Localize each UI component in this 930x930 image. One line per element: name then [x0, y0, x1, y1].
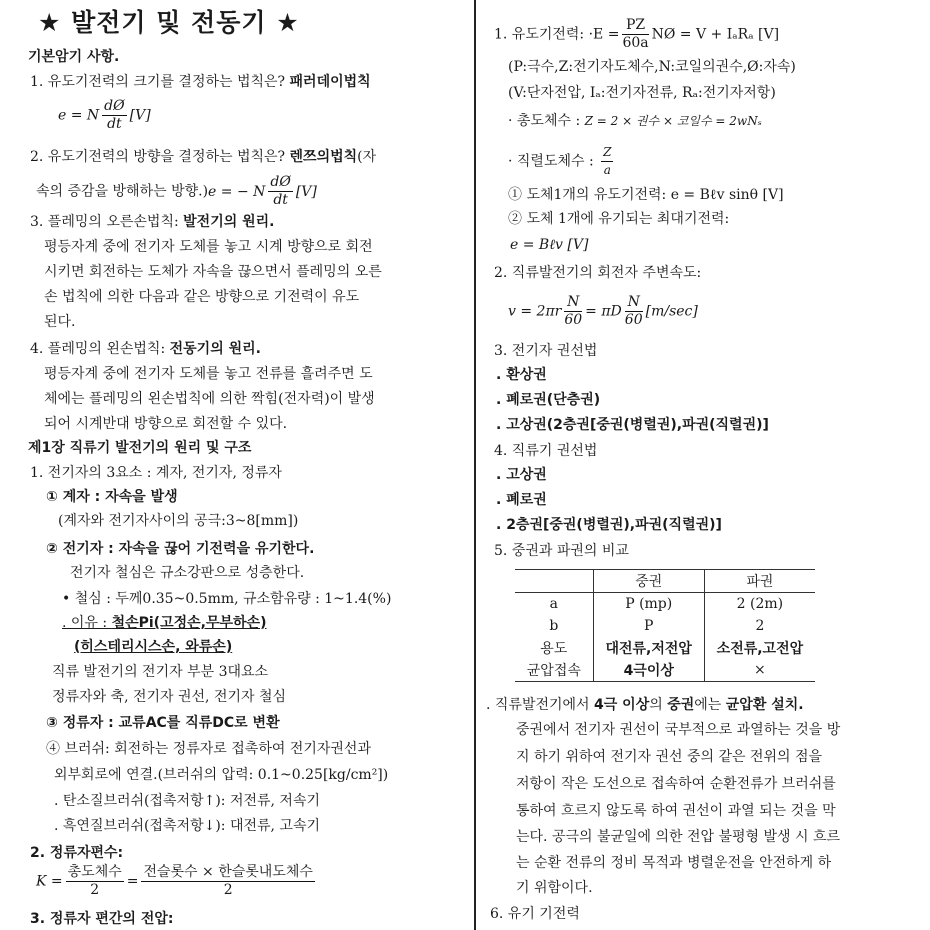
- equalizer-para-3: 저항이 작은 도선으로 접속하여 순환전류가 브러쉬를: [516, 776, 836, 792]
- emf-formula: 1. 유도기전력: ·E = $\frac{PZ}{60a}$ NØ = V + IₐRₐ [V]: [494, 17, 780, 51]
- item-1-4: ④ 브러쉬: 회전하는 정류자로 접촉하여 전기자권선과: [46, 741, 371, 757]
- item-1: 1. 전기자의 3요소 : 계자, 전기자, 정류자: [30, 465, 282, 481]
- question-2: 2. 유도기전력의 방향을 결정하는 법칙은? 렌쯔의법칙(자: [30, 149, 377, 165]
- item-1-2f: 직류 발전기의 전기자 부분 3대요소: [52, 664, 269, 680]
- column-divider: [474, 0, 476, 930]
- question-1: 1. 유도기전력의 크기를 결정하는 법칙은? 패러데이법칙: [30, 74, 371, 90]
- equalizer-para-5: 는다. 공극의 불균일에 의한 전압 불평형 발생 시 흐르: [516, 829, 841, 845]
- series-conductors: · 직렬도체수 : $\frac{Z}{a}$: [508, 145, 612, 177]
- emf-legend-1: (P:극수,Z:전기자도체수,N:코일의권수,Ø:자속): [508, 59, 796, 75]
- comparison-heading: 5. 중권과 파권의 비교: [494, 543, 629, 559]
- table-row: b P 2: [515, 615, 815, 637]
- item-1-4b: 외부회로에 연결.(브러쉬의 압력: 0.1~0.25[kg/cm²]): [54, 767, 389, 783]
- winding-drum: . 고상권(2층권[중권(병렬권),파권(직렬권)]: [496, 417, 769, 433]
- dc-winding-closed: . 폐로권: [496, 492, 547, 508]
- item-1-2b: 전기자 철심은 규소강판으로 성층한다.: [70, 565, 305, 581]
- question-4: 4. 플레밍의 왼손법칙: 전동기의 원리.: [30, 341, 261, 357]
- chapter-1-heading: 제1장 직류기 발전기의 원리 및 구조: [28, 440, 252, 456]
- item-1-1b: (계자와 전기자사이의 공극:3~8[mm]): [58, 513, 299, 529]
- item-2: 2. 정류자편수:: [30, 845, 124, 861]
- item-1-3: ③ 정류자 : 교류AC를 직류DC로 변환: [46, 715, 280, 731]
- page-title: ★ 발전기 및 전동기 ★: [38, 8, 300, 37]
- q3-line-1: 평등자계 중에 전기자 도체를 놓고 시계 방향으로 회전: [44, 239, 373, 255]
- equalizer-para-2: 지 하기 위하여 전기자 권선 중의 같은 전위의 점을: [516, 749, 823, 765]
- max-emf-formula: e = Bℓv [V]: [510, 237, 589, 253]
- question-3: 3. 플레밍의 오른손법칙: 발전기의 원리.: [30, 214, 275, 230]
- item-1-2d: . 이유 : 철손Pi(고정손,무부하손): [62, 615, 267, 631]
- item-1-2: ② 전기자 : 자속을 끊어 기전력을 유기한다.: [46, 541, 315, 557]
- dc-winding-heading: 4. 직류기 권선법: [494, 443, 598, 459]
- equalizer-note: . 직류발전기에서 4극 이상의 중권에는 균압환 설치.: [486, 697, 804, 713]
- peripheral-speed-formula: v = 2πr $\frac{N}{60}$ = πD $\frac{N}{60}$ [m/sec]: [508, 294, 698, 328]
- table-row: a P (mp) 2 (2m): [515, 593, 815, 616]
- emf-per-conductor: ① 도체1개의 유도기전력: e = Bℓv sinθ [V]: [508, 187, 784, 203]
- total-conductors: · 총도체수 : Z = 2 × 권수 × 코일수 = 2wNₛ: [508, 113, 762, 129]
- item-1-2c: • 철심 : 두께0.35~0.5mm, 규소함유량 : 1~1.4(%): [62, 591, 392, 607]
- max-emf-label: ② 도체 1개에 유기되는 최대기전력:: [508, 211, 730, 227]
- induced-emf-heading: 6. 유기 기전력: [490, 906, 580, 922]
- commutator-formula: K = $\frac{\text{총도체수}}{2}$ = $\frac{\text{전슬롯수 × 한슬롯내도체수}}{2}$: [36, 864, 313, 898]
- dc-winding-double: . 2층권[중권(병렬권),파권(직렬권)]: [496, 517, 722, 533]
- peripheral-speed-label: 2. 직류발전기의 회전자 주변속도:: [494, 265, 702, 281]
- q3-line-2: 시키면 회전하는 도체가 자속을 끊으면서 플레밍의 오른: [44, 264, 382, 280]
- item-1-4d: . 흑연질브러쉬(접촉저항↓): 대전류, 고속기: [54, 818, 321, 834]
- table-row: 균압접속 4극이상 ×: [515, 659, 815, 682]
- winding-closed: . 폐로권(단층권): [496, 392, 601, 408]
- q4-line-3: 되어 시계반대 방향으로 회전할 수 있다.: [44, 416, 288, 432]
- q4-line-1: 평등자계 중에 전기자 도체를 놓고 전류를 흘려주면 도: [44, 366, 373, 382]
- item-1-1: ① 계자 : 자속을 발생: [46, 489, 178, 505]
- winding-ring: . 환상권: [496, 367, 547, 383]
- comparison-table: [515, 569, 815, 682]
- q3-line-3: 손 법칙에 의한 다음과 같은 방향으로 기전력이 유도: [44, 289, 360, 305]
- equalizer-para-6: 는 순환 전류의 정비 목적과 병렬운전을 안전하게 하: [516, 855, 832, 871]
- equalizer-para-1: 중권에서 전기자 권선이 국부적으로 과열하는 것을 방: [516, 722, 841, 738]
- basics-heading: 기본암기 사항.: [28, 49, 120, 65]
- equalizer-para-4: 통하여 흐르지 않도록 하여 권선이 과열 되는 것을 막: [516, 803, 836, 819]
- dc-winding-drum: . 고상권: [496, 467, 547, 483]
- table-row: 용도 대전류,저전압 소전류,고전압: [515, 637, 815, 659]
- faraday-formula: e = N $\frac{dØ}{dt}$ [V]: [58, 98, 151, 132]
- emf-legend-2: (V:단자전압, Iₐ:전기자전류, Rₐ:전기자저항): [508, 85, 776, 101]
- lenz-formula: 속의 증감을 방해하는 방향.)e = − N $\frac{dØ}{dt}$ [V]: [36, 174, 317, 208]
- equalizer-para-7: 기 위함이다.: [516, 880, 593, 896]
- item-1-4c: . 탄소질브러쉬(접촉저항↑): 저전류, 저속기: [54, 793, 321, 809]
- item-3: 3. 정류자 편간의 전압:: [30, 911, 174, 927]
- q4-line-2: 체에는 플레밍의 왼손법칙에 의한 짝힘(전자력)이 발생: [44, 391, 375, 407]
- item-1-2g: 정류자와 축, 전기자 권선, 전기자 철심: [52, 689, 287, 705]
- winding-method-heading: 3. 전기자 권선법: [494, 343, 598, 359]
- item-1-2e: (히스테리시스손, 와류손): [74, 639, 233, 655]
- q3-line-4: 된다.: [44, 314, 76, 330]
- table-header-row: 중권 파권: [515, 570, 815, 593]
